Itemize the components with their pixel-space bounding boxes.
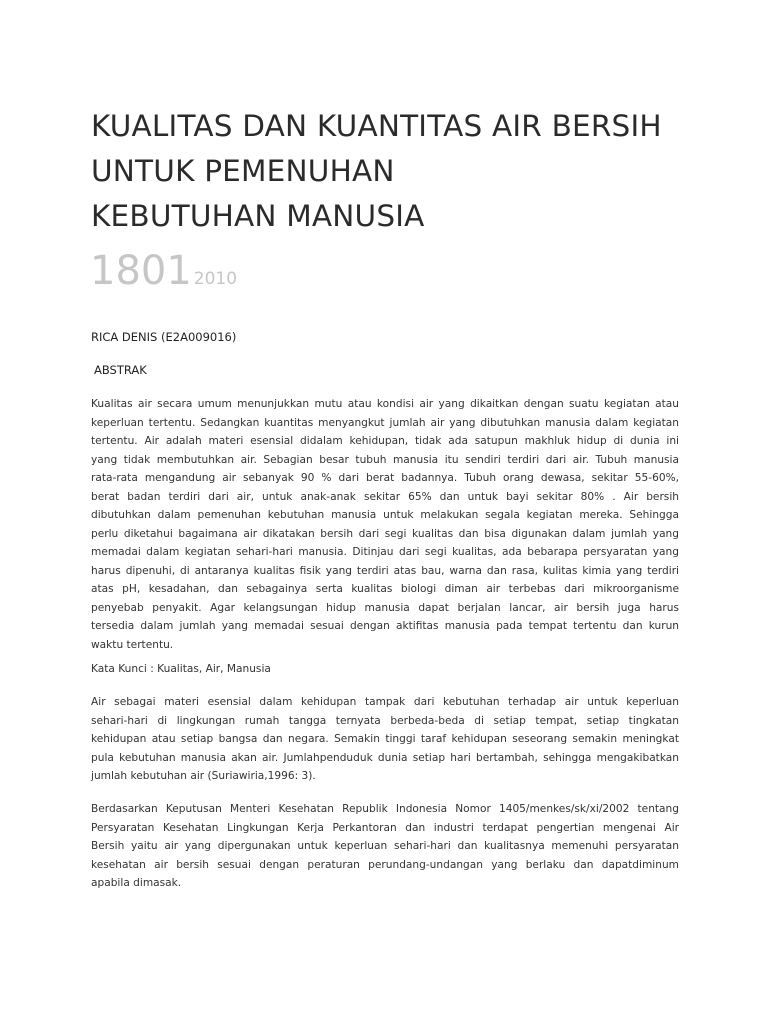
body-line: sehari-hari di lingkungan rumah tangga ternyata berbeda-beda di setiap tempat, setiap tingkatan xyxy=(91,714,679,727)
title-line-1: KUALITAS DAN KUANTITAS AIR BERSIH xyxy=(91,109,662,143)
abstract-line: keperluan tertentu. Sedangkan kuantitas menyangkut jumlah air yang dibutuhkan manusia dalam kegiatan xyxy=(91,416,679,429)
abstract-heading: ABSTRAK xyxy=(94,363,147,377)
abstract-line: rata-rata mengandung air sebanyak 90 % dari berat badannya. Tubuh orang dewasa, sekitar 55-60%, xyxy=(91,472,679,484)
abstract-line: penyebab penyakit. Agar kelangsungan hidup manusia dapat berjalan lancar, air bersih juga harus xyxy=(91,601,679,614)
abstract-paragraph xyxy=(91,395,679,654)
body-line: Bersih yaitu air yang dipergunakan untuk keperluan sehari-hari dan kualitasnya memenuhi persyaratan xyxy=(91,840,679,852)
document-year: 2010 xyxy=(193,269,238,289)
body-line: pula kebutuhan manusia akan air. Jumlahpenduduk dunia setiap hari bertambah, sehingga mengakibatkan xyxy=(91,751,679,764)
body-line: Air sebagai materi esensial dalam kehidupan tampak dari kebutuhan terhadap air untuk keperluan xyxy=(91,696,679,708)
abstract-line: perlu diketahui bagaimana air dikatakan bersih dari segi kualitas dan bisa digunakan dalam jumlah yang xyxy=(91,527,679,540)
abstract-line: berat badan terdiri dari air, untuk anak-anak sekitar 65% dan untuk bayi sekitar 80% . Air bersih xyxy=(91,490,679,503)
document-number-line xyxy=(90,248,237,294)
body-line: kesehatan air bersih sesuai dengan peraturan perundang-undangan yang berlaku dan dapatdiminum xyxy=(91,858,679,871)
title-line-3: KEBUTUHAN MANUSIA xyxy=(91,199,425,233)
body-line: jumlah kebutuhan air (Suriawiria,1996: 3). xyxy=(91,770,316,782)
abstract-line: dibutuhkan dalam pemenuhan kebutuhan manusia untuk melakukan segala kegiatan mereka. Sehingga xyxy=(91,509,679,521)
abstract-line: harus dipenuhi, di antaranya kualitas fisik yang terdiri atas bau, warna dan rasa, kulitas kimia yang terdiri xyxy=(91,564,679,577)
abstract-line: yang tidak membutuhkan air. Sebagian besar tubuh manusia itu sendiri terdiri dari air. Tubuh manusia xyxy=(91,453,679,466)
author: RICA DENIS (E2A009016) xyxy=(91,330,237,344)
abstract-line: Kualitas air secara umum menunjukkan mutu atau kondisi air yang dikaitkan dengan suatu kegiatan atau xyxy=(91,398,679,410)
abstract-line: tertentu. Air adalah materi esensial didalam kehidupan, tidak ada satupun makhluk hidup di dunia ini xyxy=(91,435,679,447)
body-paragraph-2 xyxy=(91,800,679,893)
abstract-line: tersedia dalam jumlah yang memadai sesuai dengan aktifitas manusia pada tempat tertentu dan kurun xyxy=(91,620,679,632)
abstract-line: waktu tertentu. xyxy=(91,638,174,651)
body-paragraph-1 xyxy=(91,693,679,786)
title-line-2: UNTUK PEMENUHAN xyxy=(91,154,395,188)
body-line: Berdasarkan Keputusan Menteri Kesehatan Republik Indonesia Nomor 1405/menkes/sk/xi/2002 tentang xyxy=(91,803,679,815)
abstract-line: atas pH, kesadahan, dan sebagainya serta kualitas biologi diman air terbebas dari mikroorganisme xyxy=(91,583,679,595)
abstract-line: memadai dalam kegiatan sehari-hari manusia. Ditinjau dari segi kualitas, ada bebarapa persyaratan yang xyxy=(91,546,679,558)
document-number: 1801 xyxy=(90,248,192,294)
document-title xyxy=(91,104,731,239)
keywords xyxy=(91,660,679,679)
body-line: apabila dimasak. xyxy=(91,877,182,889)
body-line: Persyaratan Kesehatan Lingkungan Kerja Perkantoran dan industri terdapat pengertian mengenai Air xyxy=(91,821,679,834)
keywords-line: Kata Kunci : Kualitas, Air, Manusia xyxy=(91,663,271,675)
body-line: kehidupan atau setiap bangsa dan negara. Semakin tinggi taraf kehidupan seseorang semakin meningkat xyxy=(91,733,679,745)
